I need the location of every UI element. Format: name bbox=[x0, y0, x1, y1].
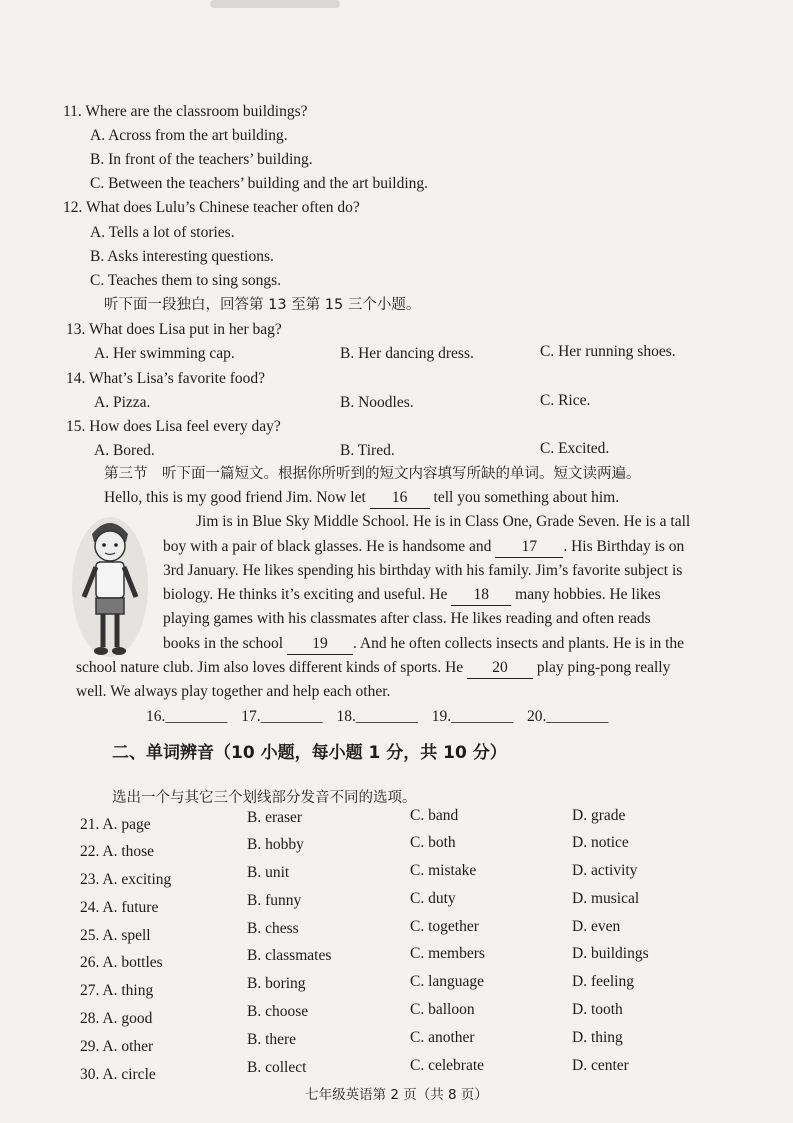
answer-blanks bbox=[146, 707, 618, 727]
option-b[interactable]: B. classmates bbox=[247, 947, 332, 964]
answer-16[interactable]: 16.________ bbox=[146, 708, 228, 725]
blank-20: 20 bbox=[467, 658, 533, 679]
question-12: 12. What does Lulu’s Chinese teacher often do? bbox=[63, 199, 360, 216]
pronunciation-row-26 bbox=[0, 945, 793, 980]
option-a[interactable]: 25. A. spell bbox=[80, 927, 151, 944]
option-b[interactable]: B. eraser bbox=[247, 809, 303, 826]
option-c[interactable]: C. mistake bbox=[410, 862, 477, 879]
p2-text-b: . His Birthday is on bbox=[563, 538, 685, 555]
blank-18: 18 bbox=[451, 585, 511, 606]
question-11: 11. Where are the classroom buildings? bbox=[63, 103, 308, 120]
blank-16: 16 bbox=[370, 488, 430, 509]
option-c[interactable]: C. band bbox=[410, 807, 459, 824]
option-a[interactable]: 21. A. page bbox=[80, 816, 151, 833]
p6-text-b: . And he often collects insects and plants. He is in the bbox=[353, 635, 685, 652]
q12-option-c: C. Teaches them to sing songs. bbox=[90, 272, 282, 289]
p4-text-a: biology. He thinks it’s exciting and useful. He bbox=[163, 586, 448, 603]
q13-option-c: C. Her running shoes. bbox=[540, 343, 676, 360]
q11-option-a: A. Across from the art building. bbox=[90, 127, 288, 144]
passage-intro bbox=[104, 488, 619, 509]
part2-title: 二、单词辨音（10 小题，每小题 1 分，共 10 分） bbox=[112, 743, 507, 763]
option-c[interactable]: C. another bbox=[410, 1029, 475, 1046]
option-d[interactable]: D. tooth bbox=[572, 1001, 623, 1018]
option-c[interactable]: C. members bbox=[410, 945, 485, 962]
question-14: 14. What’s Lisa’s favorite food? bbox=[66, 370, 266, 387]
blank-19: 19 bbox=[287, 634, 353, 655]
option-b[interactable]: B. hobby bbox=[247, 836, 304, 853]
page-footer: 七年级英语第 2 页（共 8 页） bbox=[305, 1087, 488, 1103]
option-c[interactable]: C. duty bbox=[410, 890, 456, 907]
q15-option-a: A. Bored. bbox=[94, 442, 155, 459]
option-a[interactable]: 23. A. exciting bbox=[80, 871, 172, 888]
q13-option-a: A. Her swimming cap. bbox=[94, 345, 235, 362]
option-d[interactable]: D. grade bbox=[572, 807, 626, 824]
option-d[interactable]: D. activity bbox=[572, 862, 638, 879]
p6-text-a: books in the school bbox=[163, 635, 284, 652]
option-d[interactable]: D. feeling bbox=[572, 973, 634, 990]
question-13: 13. What does Lisa put in her bag? bbox=[66, 321, 282, 338]
option-b[interactable]: B. collect bbox=[247, 1059, 307, 1076]
question-15: 15. How does Lisa feel every day? bbox=[66, 418, 281, 435]
passage-line-7 bbox=[76, 658, 670, 679]
answer-20[interactable]: 20.________ bbox=[527, 708, 609, 725]
section3-title: 第三节 听下面一篇短文。根据你所听到的短文内容填写所缺的单词。短文读两遍。 bbox=[104, 466, 641, 482]
option-a[interactable]: 24. A. future bbox=[80, 899, 159, 916]
passage-line-5: playing games with his classmates after class. He likes reading and often reads bbox=[163, 610, 651, 627]
p4-text-b: many hobbies. He likes bbox=[515, 586, 661, 603]
blank-17: 17 bbox=[495, 537, 563, 558]
option-a[interactable]: 26. A. bottles bbox=[80, 954, 163, 971]
scan-smudge bbox=[210, 0, 340, 8]
q14-option-c: C. Rice. bbox=[540, 392, 591, 409]
pronunciation-row-25 bbox=[0, 918, 793, 953]
option-a[interactable]: 27. A. thing bbox=[80, 982, 154, 999]
option-a[interactable]: 28. A. good bbox=[80, 1010, 153, 1027]
answer-18[interactable]: 18.________ bbox=[336, 708, 418, 725]
q15-option-b: B. Tired. bbox=[340, 442, 395, 459]
p7-text-a: school nature club. Jim also loves different kinds of sports. He bbox=[76, 659, 464, 676]
passage-line-3: 3rd January. He likes spending his birthday with his family. Jim’s favorite subject is bbox=[163, 562, 683, 579]
option-a[interactable]: 22. A. those bbox=[80, 843, 155, 860]
q14-option-b: B. Noodles. bbox=[340, 394, 414, 411]
option-d[interactable]: D. even bbox=[572, 918, 621, 935]
option-d[interactable]: D. musical bbox=[572, 890, 640, 907]
option-b[interactable]: B. boring bbox=[247, 975, 306, 992]
option-c[interactable]: C. balloon bbox=[410, 1001, 475, 1018]
part2-instruction: 选出一个与其它三个划线部分发音不同的选项。 bbox=[112, 790, 417, 806]
q13-option-b: B. Her dancing dress. bbox=[340, 345, 474, 362]
passage-line-8: well. We always play together and help each other. bbox=[76, 683, 391, 700]
passage-line-1: Jim is in Blue Sky Middle School. He is in Class One, Grade Seven. He is a tall bbox=[196, 513, 691, 530]
option-b[interactable]: B. choose bbox=[247, 1003, 309, 1020]
pronunciation-row-21 bbox=[0, 807, 793, 842]
option-c[interactable]: C. language bbox=[410, 973, 485, 990]
monologue-instruction: 听下面一段独白，回答第 13 至第 15 三个小题。 bbox=[104, 297, 421, 313]
q12-option-b: B. Asks interesting questions. bbox=[90, 248, 274, 265]
q11-option-b: B. In front of the teachers’ building. bbox=[90, 151, 313, 168]
option-d[interactable]: D. notice bbox=[572, 834, 629, 851]
boy-illustration bbox=[70, 512, 150, 662]
q14-option-a: A. Pizza. bbox=[94, 394, 151, 411]
q12-option-a: A. Tells a lot of stories. bbox=[90, 224, 235, 241]
pronunciation-row-24 bbox=[0, 890, 793, 925]
pronunciation-row-29 bbox=[0, 1029, 793, 1064]
option-a[interactable]: 29. A. other bbox=[80, 1038, 154, 1055]
passage-line-2 bbox=[163, 537, 684, 558]
option-b[interactable]: B. funny bbox=[247, 892, 302, 909]
passage-line-4 bbox=[163, 585, 661, 606]
answer-19[interactable]: 19.________ bbox=[431, 708, 514, 725]
option-c[interactable]: C. together bbox=[410, 918, 479, 935]
p7-text-b: play ping-pong really bbox=[536, 659, 671, 676]
passage-line-6 bbox=[163, 634, 684, 655]
pronunciation-row-23 bbox=[0, 862, 793, 897]
intro-text-a: Hello, this is my good friend Jim. Now let bbox=[104, 489, 366, 506]
option-c[interactable]: C. celebrate bbox=[410, 1057, 485, 1074]
answer-17[interactable]: 17.________ bbox=[241, 708, 323, 725]
pronunciation-row-28 bbox=[0, 1001, 793, 1036]
option-b[interactable]: B. chess bbox=[247, 920, 299, 937]
q11-option-c: C. Between the teachers’ building and the art building. bbox=[90, 175, 429, 192]
option-d[interactable]: D. buildings bbox=[572, 945, 649, 962]
option-b[interactable]: B. unit bbox=[247, 864, 290, 881]
option-d[interactable]: D. thing bbox=[572, 1029, 623, 1046]
q15-option-c: C. Excited. bbox=[540, 440, 610, 457]
option-a[interactable]: 30. A. circle bbox=[80, 1066, 156, 1083]
option-d[interactable]: D. center bbox=[572, 1057, 629, 1074]
option-b[interactable]: B. there bbox=[247, 1031, 297, 1048]
pronunciation-row-27 bbox=[0, 973, 793, 1008]
intro-text-b: tell you something about him. bbox=[433, 489, 620, 506]
option-c[interactable]: C. both bbox=[410, 834, 456, 851]
p2-text-a: boy with a pair of black glasses. He is handsome and bbox=[163, 538, 492, 555]
pronunciation-row-22 bbox=[0, 834, 793, 869]
